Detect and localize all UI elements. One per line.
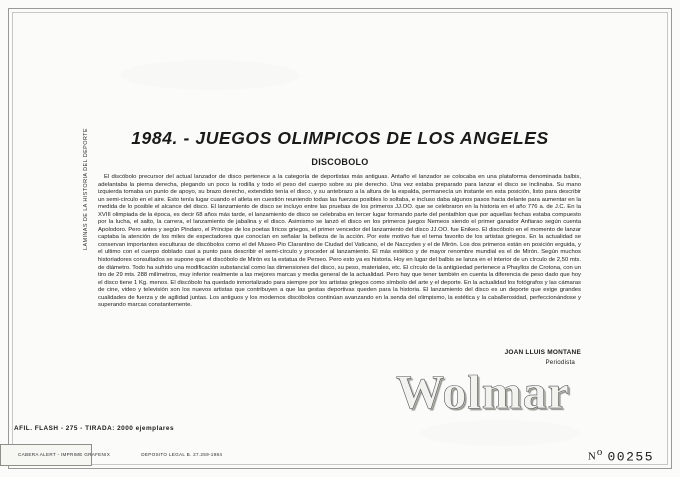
article-paragraph: El discóbolo precursor del actual lanzador de disco pertenece a la categoría de deportistas más antiguas. Antaño el lanzador se colocaba en una plataforma denominada balbis, adelantaba la pierna derecha, plegando un poco la rodilla y todo el peso del cuerpo sobre su pie derecho. Una vez estaba preparado para lanzar el disco se inclinaba. Su mano izquierda tomaba un punto de apoyo, su brazo derecho, extendido tenía el disco, y su antebrazo a la altura de la espalda, permanecía un instante en esta posición, listo para describir un semi-círculo en el aire. Esto tenía lugar cuando el atleta en cuestión reuniendo todas las fuerzas posibles lo soltaba, e incluso daba algunos pasos hacia delante para aumentar en la medida de lo posible el alcance del disco. El lanzamiento de disco se incluyo entre las pruebas de los primeros JJ.OO. que se celebraron en la historia en el año 776 a. de J.C. En la XVIII olimpiada de la época, es decir 68 años más tarde, el lanzamiento de disco se celebraba en tercer lugar formando parte del pentathlon que por aquellas fechas estaba compuesto por la lucha, el salto, la carrera, el lanzamiento de jabalina y el disco. Asimismo se lanzó el disco en los primeros juegos Nemeos siendo el primer ganador Anfiarao según cuenta Apolodoro. Pero antes y según Pindaro, el Príncipe de los poetas líricos griegos, el primer vencedor del lanzamiento del disco JJ.OO. fue Enikeo. El discóbolo en el momento de lanzar captaba la atención de los miles de espectadores que conocían en señalar la belleza de la acción. Por este motivo fue el tema favorito de los artistas griegos. En la actualidad se conservan importantes esculturas de discóbolos como el del Museo Pio Clarantino de Ciudad del Vaticano, el de Naccydes y el de Mirón. Los dos primeros están en posición erguida, y el ultimo con el cuerpo doblado casi a punto para describir el semi-círculo y proceder al lanzamiento. El más estético y de mayor renombre mundial es el de Mirón. Según muchos historiadores consultados se supone que el discóbolo de Mirón es la estatua de Perseo. Pero esto ya es historia. Hoy en lugar del balbis se lanza en el interior de un círculo de 2,50 mts. de diámetro. Todo ha sufrido una modificación substancial como las dimensiones del disco, su peso, materiales, etc. El círculo de la antigüedad pertenece a Phayllos de Crotona, con un tiro de 29 mts. 288 milímetros, muy inferior realmente a las mejores marcas y media general de la actualidad. Pero hay que tener también en cuenta la diferencia de peso dado que hoy el disco tiene 1 Kg. menos. El discóbolo ha quedado inmortalizado para siempre por los artistas griegos como símbolo del arte y el deporte. En la actualidad los fotógrafos y las cámaras de cine, video y televisión son los nuevos artistas que contribuyen a que las gestas deportivas queden para la historia. El lanzamiento del disco es un deporte que exige grandes cualidades de fuerza y de agilidad juntas. Los antiguos y los modernos discóbolos continúan avanzando en la senda del olimpismo, la estética y la caballerosidad, perfeccionándose y superando marcas constantemente. [98, 174, 581, 309]
serial-value: 00255 [607, 449, 654, 465]
edition-credit: AFIL. FLASH - 275 - TIRADA: 2000 ejemplares [14, 425, 175, 432]
serial-prefix: N [587, 450, 597, 463]
legal-deposit: DEPOSITO LEGAL B. 27.259-1984 [141, 452, 223, 457]
article-body [98, 174, 581, 310]
imprint-credit [18, 452, 222, 457]
page-subtitle: DISCOBOLO [311, 157, 369, 167]
brand-watermark: Wolmar [396, 366, 570, 419]
printer-credit: CABERA ALERT - IMPRIME GRAFENIX [18, 452, 111, 457]
page-title: 1984. - JUEGOS OLIMPICOS DE LOS ANGELES [131, 128, 549, 148]
serial-ordinal: o [596, 446, 604, 458]
serial-number [588, 446, 654, 464]
side-margin-text: LAMINAS DE LA HISTORIA DEL DEPORTE [83, 128, 89, 251]
author-name: JOAN LLUIS MONTANE [504, 349, 581, 356]
author-role: Periodista [545, 359, 575, 366]
